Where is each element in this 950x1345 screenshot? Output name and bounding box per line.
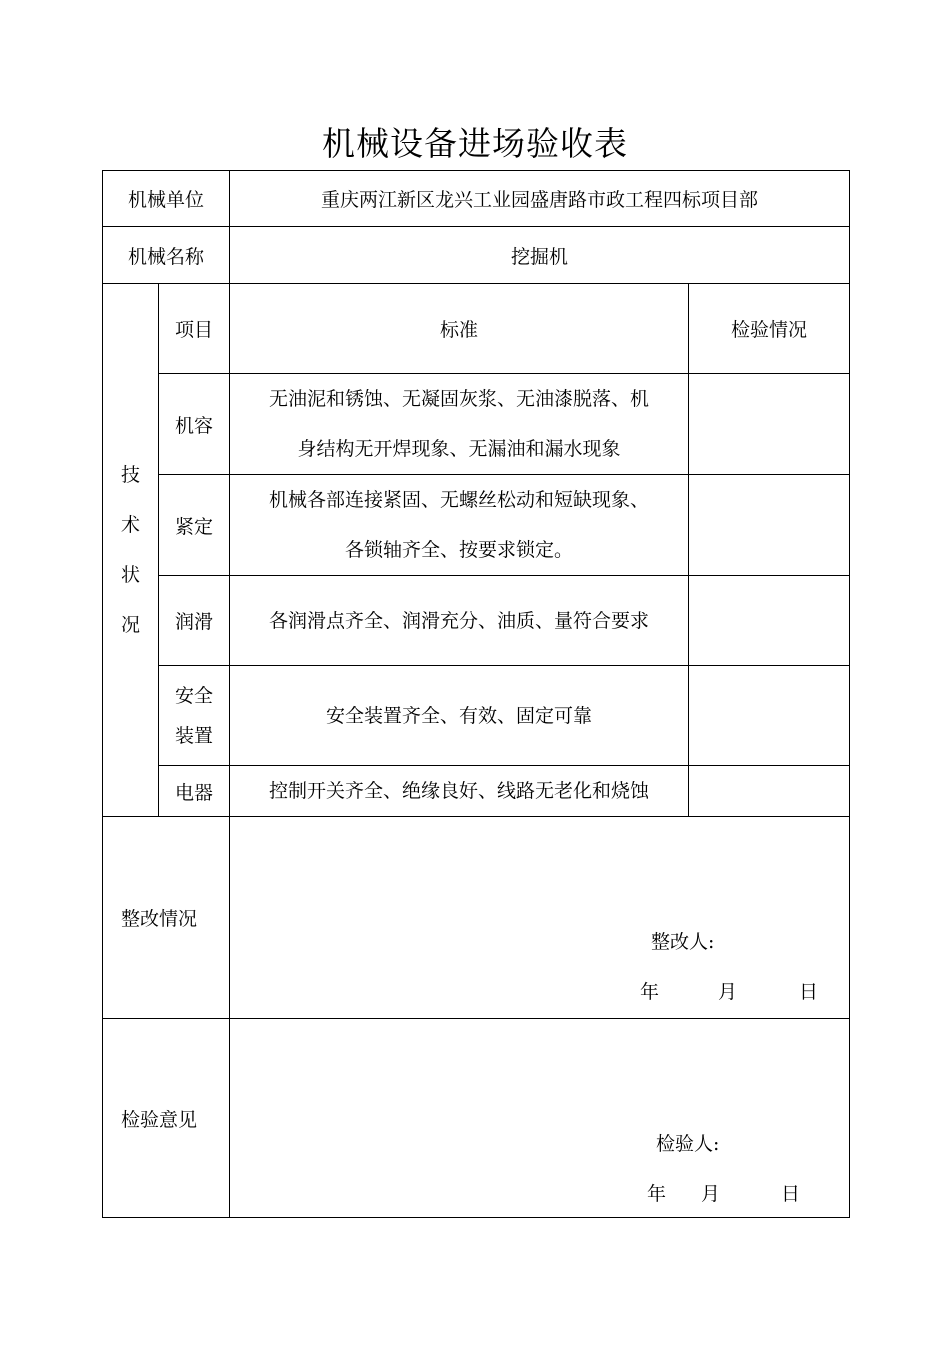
item-cell: 安全 装置	[159, 666, 230, 766]
tech-row-electrical	[103, 766, 850, 817]
year-label: 年	[640, 981, 660, 1003]
header-result: 检验情况	[689, 284, 850, 374]
result-cell[interactable]	[689, 666, 850, 766]
inspection-label: 检验意见	[103, 1019, 230, 1218]
inspection-content[interactable]	[230, 1019, 850, 1218]
result-cell[interactable]	[689, 475, 850, 576]
rectification-label: 整改情况	[103, 817, 230, 1019]
tech-row-fastening	[103, 475, 850, 576]
tech-header-row	[103, 284, 850, 374]
result-cell[interactable]	[689, 576, 850, 666]
unit-label: 机械单位	[103, 171, 230, 227]
rectifier-signature-label: 整改人:	[651, 931, 715, 953]
unit-value: 重庆两江新区龙兴工业园盛唐路市政工程四标项目部	[230, 171, 850, 227]
acceptance-form-table	[102, 170, 850, 1218]
tech-row-lubrication	[103, 576, 850, 666]
inspection-row	[103, 1019, 850, 1218]
tech-row-appearance	[103, 374, 850, 475]
year-label: 年	[647, 1183, 667, 1205]
day-label: 日	[799, 981, 819, 1003]
item-cell: 电器	[159, 766, 230, 817]
standard-cell: 安全装置齐全、有效、固定可靠	[230, 666, 689, 766]
day-label: 日	[781, 1183, 801, 1205]
name-value: 挖掘机	[230, 227, 850, 284]
standard-cell: 控制开关齐全、绝缘良好、线路无老化和烧蚀	[230, 766, 689, 817]
tech-row-safety	[103, 666, 850, 766]
item-cell: 机容	[159, 374, 230, 475]
item-cell: 润滑	[159, 576, 230, 666]
result-cell[interactable]	[689, 766, 850, 817]
rectification-content[interactable]	[230, 817, 850, 1019]
rectification-row	[103, 817, 850, 1019]
inspector-signature-label: 检验人:	[656, 1133, 720, 1155]
month-label: 月	[701, 1183, 721, 1205]
item-cell: 紧定	[159, 475, 230, 576]
form-title: 机械设备进场验收表	[322, 124, 628, 163]
standard-cell: 各润滑点齐全、润滑充分、油质、量符合要求	[230, 576, 689, 666]
name-label: 机械名称	[103, 227, 230, 284]
name-row	[103, 227, 850, 284]
header-standard: 标准	[230, 284, 689, 374]
standard-cell: 机械各部连接紧固、无螺丝松动和短缺现象、 各锁轴齐全、按要求锁定。	[230, 475, 689, 576]
result-cell[interactable]	[689, 374, 850, 475]
tech-status-label: 技 术 状 况	[103, 284, 159, 817]
header-item: 项目	[159, 284, 230, 374]
unit-row	[103, 171, 850, 227]
month-label: 月	[718, 981, 738, 1003]
standard-cell: 无油泥和锈蚀、无凝固灰浆、无油漆脱落、机 身结构无开焊现象、无漏油和漏水现象	[230, 374, 689, 475]
